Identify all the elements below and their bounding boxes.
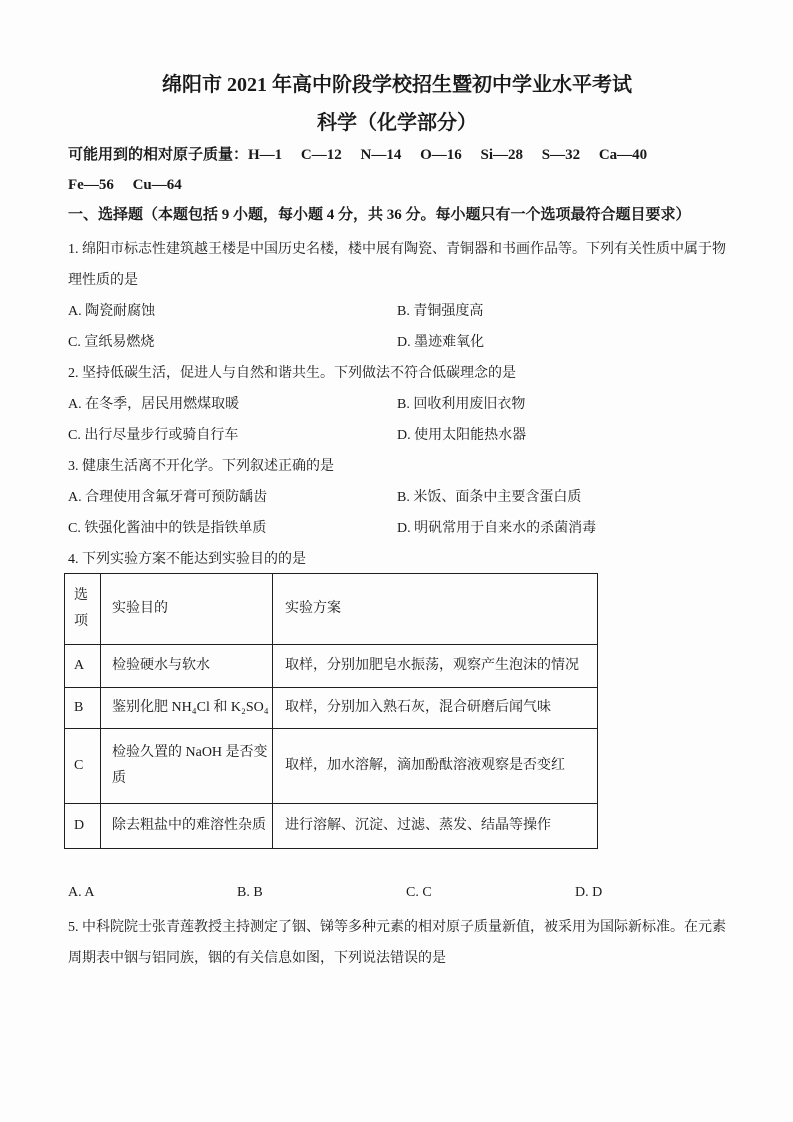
q4-table-row-b [65,688,598,729]
question-2-option-c: C. 出行尽量步行或骑自行车 [68,428,239,443]
question-1-stem: 1. 绵阳市标志性建筑越王楼是中国历史名楼，楼中展有陶瓷、青铜器和书画作品等。下列有关性质中属于物理性质的是 [68,242,726,288]
question-3-option-c: C. 铁强化酱油中的铁是指铁单质 [68,521,267,536]
question-5-stem: 5. 中科院院士张青莲教授主持测定了铟、锑等多种元素的相对原子质量新值，被采用为国际新标准。在元素周期表中铟与铝同族，铟的有关信息如图，下列说法错误的是 [68,920,726,966]
question-3-option-a: A. 合理使用含氟牙膏可预防龋齿 [68,490,268,505]
exam-subtitle: 科学（化学部分） [317,112,477,134]
q4-row-a-purpose: 检验硬水与软水 [101,645,273,688]
question-2-option-b: B. 回收利用废旧衣物 [397,397,526,412]
q4-row-b-option: B [65,688,101,729]
question-3-stem: 3. 健康生活离不开化学。下列叙述正确的是 [68,459,334,474]
q4-row-c-plan: 取样，加水溶解，滴加酚酞溶液观察是否变红 [273,729,598,804]
q4-row-c-purpose: 检验久置的 NaOH 是否变质 [101,729,273,804]
question-4-stem: 4. 下列实验方案不能达到实验目的的是 [68,552,306,567]
question-3-option-b: B. 米饭、面条中主要含蛋白质 [397,490,582,505]
question-1-options-row-2 [68,327,726,358]
question-2-option-d: D. 使用太阳能热水器 [397,428,527,443]
question-2-stem: 2. 坚持低碳生活，促进人与自然和谐共生。下列做法不符合低碳理念的是 [68,366,516,381]
q4-table-header-row [65,574,598,645]
question-4-table [64,573,598,849]
q4-table-header-option: 选项 [65,574,101,645]
question-2-options-row-1 [68,389,726,420]
q4-row-a-option: A [65,645,101,688]
atomic-mass-line-2: Fe—56 Cu—64 [68,177,182,193]
question-3-options-row-2 [68,513,726,544]
q4-table-row-a [65,645,598,688]
question-1-option-b: B. 青铜强度高 [397,304,484,319]
question-3-option-d: D. 明矾常用于自来水的杀菌消毒 [397,521,597,536]
q4-row-a-plan: 取样，分别加肥皂水振荡，观察产生泡沫的情况 [273,645,598,688]
q4-table-row-d [65,804,598,849]
q4-row-b-plan: 取样，分别加入熟石灰，混合研磨后闻气味 [273,688,598,729]
section-1-heading: 一、选择题（本题包括 9 小题，每小题 4 分，共 36 分。每小题只有一个选项最符合题目要求） [68,207,691,223]
q4-row-d-plan: 进行溶解、沉淀、过滤、蒸发、结晶等操作 [273,804,598,849]
q4-answer-c: C. C [406,885,432,900]
q4-answer-d: D. D [575,885,603,900]
question-4-answer-row [68,877,726,908]
q4-table-header-plan: 实验方案 [273,574,598,645]
q4-row-c-option: C [65,729,101,804]
exam-title: 绵阳市 2021 年高中阶段学校招生暨初中学业水平考试 [162,74,632,96]
q4-row-b-purpose: 鉴别化肥 NH₄Cl 和 K₂SO₄ [101,688,273,729]
q4-table-row-c [65,729,598,804]
q4-answer-a: A. A [68,885,95,900]
question-2-option-a: A. 在冬季，居民用燃煤取暖 [68,397,240,412]
q4-row-d-option: D [65,804,101,849]
atomic-mass-line-1: 可能用到的相对原子质量：H—1 C—12 N—14 O—16 Si—28 S—32 Ca—40 [68,147,648,163]
question-2-options-row-2 [68,420,726,451]
q4-answer-b: B. B [237,885,263,900]
question-1-option-d: D. 墨迹难氧化 [397,335,485,350]
q4-table-header-purpose: 实验目的 [101,574,273,645]
question-1-option-c: C. 宣纸易燃烧 [68,335,155,350]
question-1-options-row-1 [68,296,726,327]
q4-row-d-purpose: 除去粗盐中的难溶性杂质 [101,804,273,849]
question-3-options-row-1 [68,482,726,513]
question-1-option-a: A. 陶瓷耐腐蚀 [68,304,156,319]
